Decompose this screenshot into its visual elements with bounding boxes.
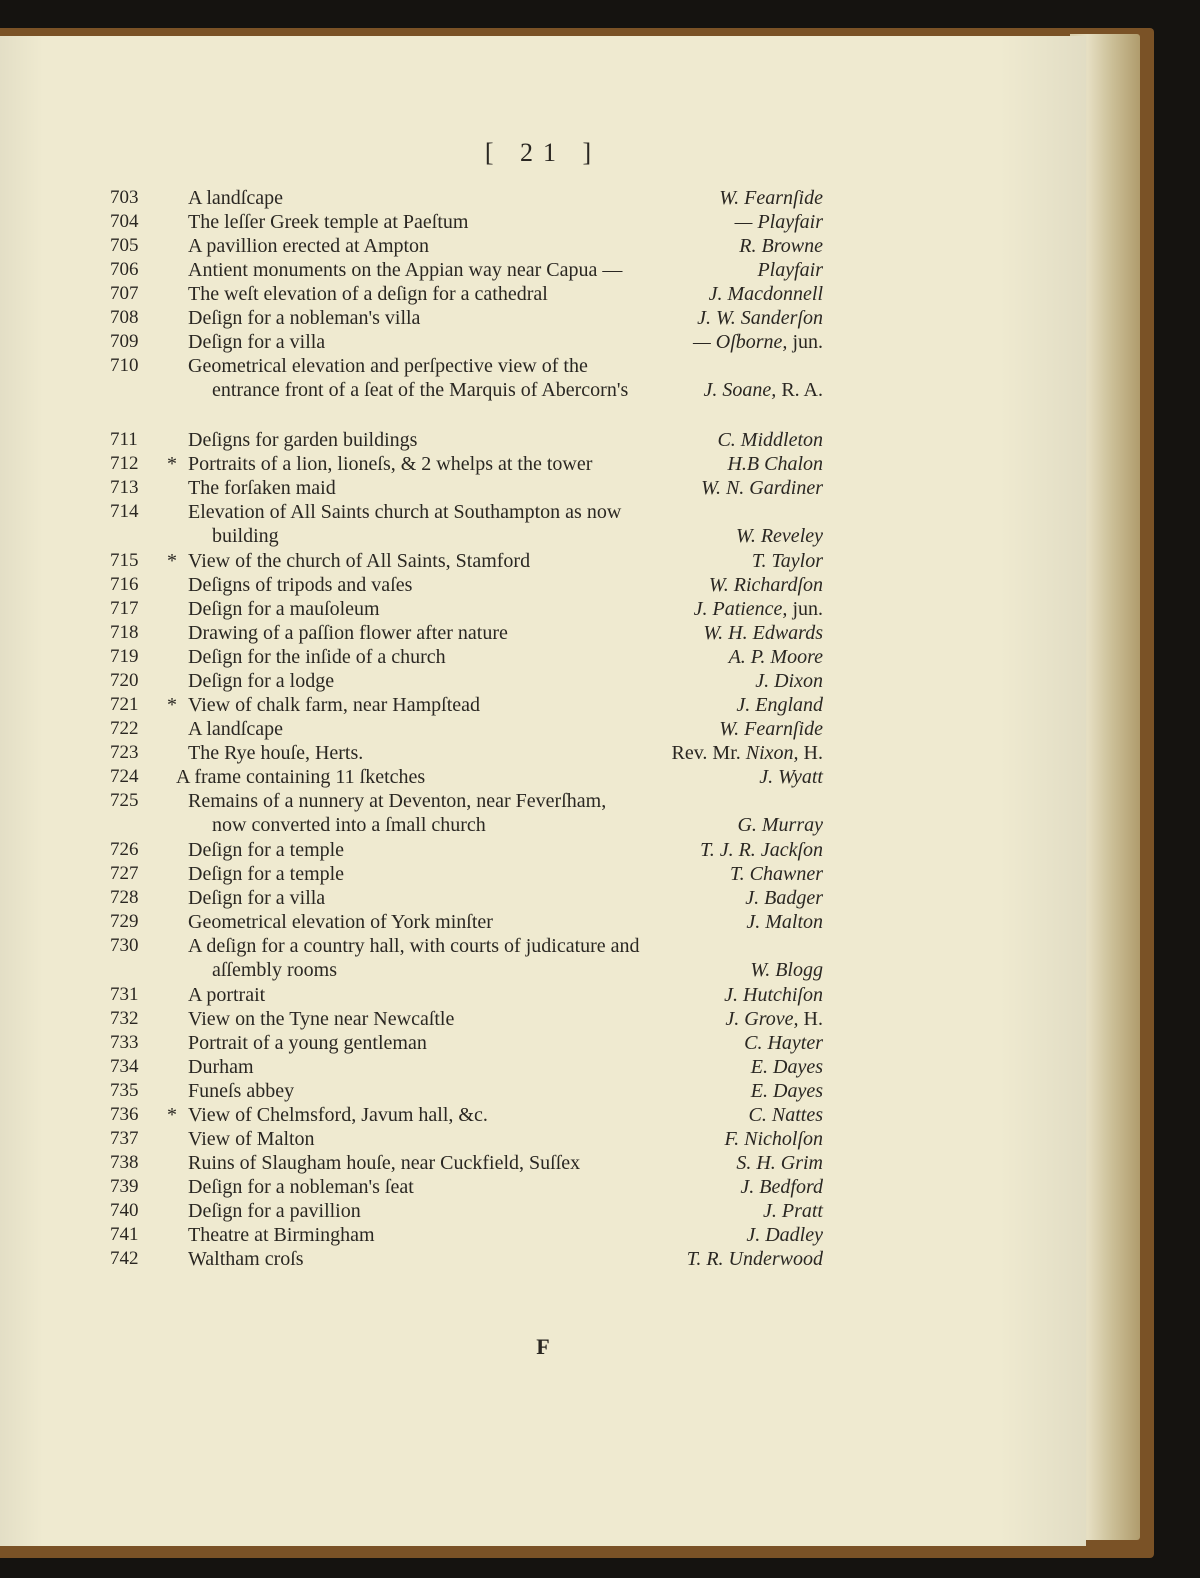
entry-artist	[727, 453, 823, 476]
artist-name: T. J. R. Jackſon	[700, 839, 823, 861]
entry-artist	[736, 1152, 823, 1175]
entry-artist	[709, 283, 823, 306]
artist-name: J. Badger	[745, 887, 823, 909]
artist-name: J. W. Sanderſon	[697, 307, 823, 329]
entry-title: Deſign for a temple	[188, 863, 345, 885]
catalogue-entry	[0, 259, 1086, 283]
artist-name: C. Middleton	[717, 429, 823, 451]
entry-number: 720	[110, 670, 139, 691]
entry-title: Deſign for a temple	[188, 839, 345, 861]
entry-number: 728	[110, 887, 139, 908]
entry-number: 742	[110, 1248, 139, 1269]
entry-title: Deſign for a villa	[188, 331, 326, 353]
entry-artist	[735, 211, 823, 234]
entry-title-continuation: aſſembly rooms	[212, 959, 337, 981]
catalogue-entry	[0, 477, 1086, 501]
catalogue-entry	[0, 598, 1086, 622]
entry-number: 707	[110, 283, 139, 304]
entry-title: A frame containing 11 ſketches	[176, 766, 426, 788]
catalogue-entry	[0, 863, 1086, 887]
entry-title: Deſign for a pavillion	[188, 1200, 361, 1222]
entry-title-continuation: entrance front of a ſeat of the Marquis of Abercorn's	[212, 379, 629, 401]
signature-mark: F	[536, 1334, 550, 1359]
entry-artist	[739, 235, 823, 258]
artist-name: C. Nattes	[748, 1104, 823, 1126]
artist-name: J. Soane,	[703, 379, 777, 401]
entry-number: 711	[110, 429, 138, 450]
catalogue-entry	[0, 935, 1086, 981]
artist-suffix: R. A.	[781, 379, 823, 401]
catalogue-entry	[0, 839, 1086, 863]
entry-title: Deſign for a nobleman's ſeat	[188, 1176, 414, 1198]
entry-title: View of chalk farm, near Hampſtead	[188, 694, 481, 716]
entry-number: 727	[110, 863, 139, 884]
artist-name: W. Fearnſide	[719, 187, 823, 209]
entry-title: A deſign for a country hall, with courts of judicature and	[188, 935, 640, 957]
entry-title: A portrait	[188, 984, 266, 1006]
entry-number: 717	[110, 598, 139, 619]
entry-number: 718	[110, 622, 139, 643]
artist-suffix: jun.	[792, 331, 823, 353]
entry-number: 703	[110, 187, 139, 208]
artist-name: G. Murray	[737, 814, 823, 836]
entry-artist	[693, 331, 823, 354]
catalogue-entry	[0, 429, 1086, 453]
artist-name: W. H. Edwards	[703, 622, 823, 644]
artist-name: W. Reveley	[736, 525, 823, 547]
catalogue-entry	[0, 1056, 1086, 1080]
entry-number: 721	[110, 694, 139, 715]
artist-name: R. Browne	[739, 235, 823, 257]
entry-artist	[694, 598, 823, 621]
artist-name: W. Richardſon	[708, 574, 823, 596]
entry-artist	[737, 814, 823, 837]
entry-artist	[750, 959, 823, 982]
catalogue-entry	[0, 1224, 1086, 1248]
entry-artist	[709, 574, 823, 597]
artist-name: A. P. Moore	[728, 646, 823, 668]
entry-title: The weſt elevation of a deſign for a cathedral	[188, 283, 548, 305]
entry-number: 724	[110, 766, 139, 787]
entry-artist	[700, 839, 823, 862]
entry-artist	[703, 622, 823, 645]
catalogue-entry	[0, 911, 1086, 935]
entry-number: 725	[110, 790, 139, 811]
entry-title: Elevation of All Saints church at Southampton as now	[188, 501, 622, 523]
catalogue-entry	[0, 1104, 1086, 1128]
entry-title-continuation: building	[212, 525, 279, 547]
catalogue-entry	[0, 887, 1086, 911]
entry-title: View of the church of All Saints, Stamford	[188, 550, 531, 572]
catalogue-entry	[0, 694, 1086, 718]
new-exhibit-mark: *	[167, 694, 177, 716]
entry-artist	[763, 1200, 823, 1223]
entry-artist	[717, 429, 823, 452]
entry-number: 740	[110, 1200, 139, 1221]
entry-artist	[701, 477, 823, 500]
artist-name: J. Bedford	[740, 1176, 823, 1198]
artist-prefix: Rev. Mr.	[671, 742, 741, 764]
entry-artist	[704, 379, 823, 402]
artist-name: S. H. Grim	[736, 1152, 823, 1174]
catalogue-entry	[0, 574, 1086, 598]
entry-title: Waltham croſs	[188, 1248, 304, 1270]
entry-title: View of Chelmsford, Javum hall, &c.	[188, 1104, 488, 1126]
catalogue-entry	[0, 235, 1086, 259]
artist-name: F. Nicholſon	[724, 1128, 823, 1150]
entry-title: Portrait of a young gentleman	[188, 1032, 427, 1054]
entry-number: 734	[110, 1056, 139, 1077]
artist-name: — Oſborne,	[692, 331, 788, 353]
entry-artist	[752, 550, 823, 573]
entry-title: Deſign for a villa	[188, 887, 326, 909]
entry-title: Drawing of a paſſion flower after nature	[188, 622, 508, 644]
entry-title: View of Malton	[188, 1128, 315, 1150]
artist-name: T. Taylor	[751, 550, 823, 572]
artist-name: C. Hayter	[744, 1032, 823, 1054]
entry-artist	[697, 307, 823, 330]
entry-title: View on the Tyne near Newcaſtle	[188, 1008, 455, 1030]
entry-title: Deſigns of tripods and vaſes	[188, 574, 413, 596]
entry-artist	[759, 766, 823, 789]
catalogue-entry	[0, 1032, 1086, 1056]
entry-number: 708	[110, 307, 139, 328]
entry-number: 733	[110, 1032, 139, 1053]
catalogue-entry	[0, 790, 1086, 836]
artist-name: J. England	[736, 694, 823, 716]
catalogue-entry	[0, 670, 1086, 694]
entry-artist	[751, 1056, 823, 1079]
artist-name: J. Macdonnell	[708, 283, 823, 305]
artist-name: T. R. Underwood	[686, 1248, 823, 1270]
entry-number: 715	[110, 550, 139, 571]
artist-name: J. Dadley	[746, 1224, 823, 1246]
entry-artist	[746, 911, 823, 934]
entry-title: Deſign for a lodge	[188, 670, 335, 692]
page-number: [ 21 ]	[484, 138, 602, 167]
entry-title: The leſſer Greek temple at Paeſtum	[188, 211, 469, 233]
catalogue-entry	[0, 1200, 1086, 1224]
artist-name: H.B Chalon	[727, 453, 823, 475]
new-exhibit-mark: *	[167, 1104, 177, 1126]
entry-title: The Rye houſe, Herts.	[188, 742, 364, 764]
catalogue-entry	[0, 1128, 1086, 1152]
entry-title: Geometrical elevation and perſpective view of the	[188, 355, 588, 377]
catalogue-entry	[0, 550, 1086, 574]
entry-number: 738	[110, 1152, 139, 1173]
entry-title: Deſigns for garden buildings	[188, 429, 418, 451]
entry-title: Deſign for a nobleman's villa	[188, 307, 421, 329]
entry-title: Geometrical elevation of York minſter	[188, 911, 493, 933]
book-page	[0, 36, 1086, 1546]
entry-artist	[724, 984, 823, 1007]
catalogue-entry	[0, 283, 1086, 307]
artist-name: J. Patience,	[693, 598, 788, 620]
catalogue-entry	[0, 211, 1086, 235]
entry-artist	[672, 742, 824, 765]
entry-artist	[749, 1104, 823, 1127]
entry-number: 741	[110, 1224, 139, 1245]
artist-name: Playfair	[757, 259, 823, 281]
catalogue-entry	[0, 1008, 1086, 1032]
entry-number: 736	[110, 1104, 139, 1125]
entry-number: 706	[110, 259, 139, 280]
catalogue-entry	[0, 646, 1086, 670]
entry-title: A landſcape	[188, 187, 283, 209]
entry-number: 730	[110, 935, 139, 956]
entry-title: Deſign for a mauſoleum	[188, 598, 380, 620]
entry-artist	[744, 1032, 823, 1055]
catalogue-entry	[0, 718, 1086, 742]
artist-name: Nixon,	[745, 742, 799, 764]
catalogue-entry	[0, 501, 1086, 547]
entry-artist	[730, 863, 823, 886]
artist-name: W. N. Gardiner	[701, 477, 823, 499]
entry-artist	[740, 1176, 823, 1199]
entry-artist	[755, 670, 823, 693]
entry-number: 716	[110, 574, 139, 595]
entry-number: 722	[110, 718, 139, 739]
artist-name: — Playfair	[734, 211, 823, 233]
entry-number: 709	[110, 331, 139, 352]
artist-name: E. Dayes	[750, 1080, 823, 1102]
entry-number: 705	[110, 235, 139, 256]
catalogue-entry	[0, 453, 1086, 477]
artist-name: J. Wyatt	[759, 766, 823, 788]
entry-artist	[719, 718, 823, 741]
catalogue-entry	[0, 187, 1086, 211]
catalogue-entry	[0, 742, 1086, 766]
entry-number: 704	[110, 211, 139, 232]
entry-title: A landſcape	[188, 718, 283, 740]
entry-title: Theatre at Birmingham	[188, 1224, 375, 1246]
artist-name: W. Blogg	[750, 959, 823, 981]
artist-name: J. Hutchiſon	[724, 984, 823, 1006]
catalogue-entry	[0, 1080, 1086, 1104]
artist-name: W. Fearnſide	[719, 718, 823, 740]
artist-name: E. Dayes	[750, 1056, 823, 1078]
catalogue-entry	[0, 1152, 1086, 1176]
artist-name: J. Dixon	[755, 670, 823, 692]
entry-artist	[745, 887, 823, 910]
new-exhibit-mark: *	[167, 453, 177, 475]
entry-number: 714	[110, 501, 139, 522]
artist-name: J. Grove,	[725, 1008, 799, 1030]
entry-number: 726	[110, 839, 139, 860]
entry-artist	[725, 1008, 823, 1031]
entry-number: 713	[110, 477, 139, 498]
entry-number: 719	[110, 646, 139, 667]
entry-number: 735	[110, 1080, 139, 1101]
entry-title: Durham	[188, 1056, 254, 1078]
entry-artist	[719, 187, 823, 210]
entry-number: 723	[110, 742, 139, 763]
entry-title: Remains of a nunnery at Deventon, near Feverſham,	[188, 790, 607, 812]
catalogue-entry	[0, 1176, 1086, 1200]
catalogue-entry	[0, 622, 1086, 646]
entry-number: 710	[110, 355, 139, 376]
artist-suffix: H.	[803, 1008, 823, 1030]
entry-number: 732	[110, 1008, 139, 1029]
entry-artist	[724, 1128, 823, 1151]
entry-number: 731	[110, 984, 139, 1005]
entry-number: 712	[110, 453, 139, 474]
entry-artist	[687, 1248, 823, 1271]
catalogue-entry	[0, 766, 1086, 790]
catalogue-entry	[0, 1248, 1086, 1272]
entry-number: 737	[110, 1128, 139, 1149]
entry-artist	[736, 525, 823, 548]
entry-title: Antient monuments on the Appian way near Capua —	[188, 259, 623, 281]
entry-title: Deſign for the inſide of a church	[188, 646, 446, 668]
artist-suffix: H.	[803, 742, 823, 764]
entry-artist	[736, 694, 823, 717]
entry-number: 729	[110, 911, 139, 932]
catalogue-entry	[0, 984, 1086, 1008]
entry-artist	[751, 1080, 823, 1103]
entry-title: A pavillion erected at Ampton	[188, 235, 430, 257]
entry-artist	[729, 646, 823, 669]
entry-artist	[757, 259, 823, 282]
entry-title: Funeſs abbey	[188, 1080, 295, 1102]
entry-title-continuation: now converted into a ſmall church	[212, 814, 486, 836]
new-exhibit-mark: *	[167, 550, 177, 572]
artist-name: J. Pratt	[763, 1200, 823, 1222]
catalogue-entry	[0, 355, 1086, 401]
entry-title: Ruins of Slaugham houſe, near Cuckfield, Suſſex	[188, 1152, 581, 1174]
entry-title: The forſaken maid	[188, 477, 336, 499]
catalogue-entry	[0, 331, 1086, 355]
catalogue-entry	[0, 307, 1086, 331]
entry-number: 739	[110, 1176, 139, 1197]
entry-artist	[746, 1224, 823, 1247]
artist-name: T. Chawner	[730, 863, 823, 885]
artist-name: J. Malton	[746, 911, 823, 933]
entry-title: Portraits of a lion, lioneſs, & 2 whelps at the tower	[188, 453, 593, 475]
artist-suffix: jun.	[792, 598, 823, 620]
